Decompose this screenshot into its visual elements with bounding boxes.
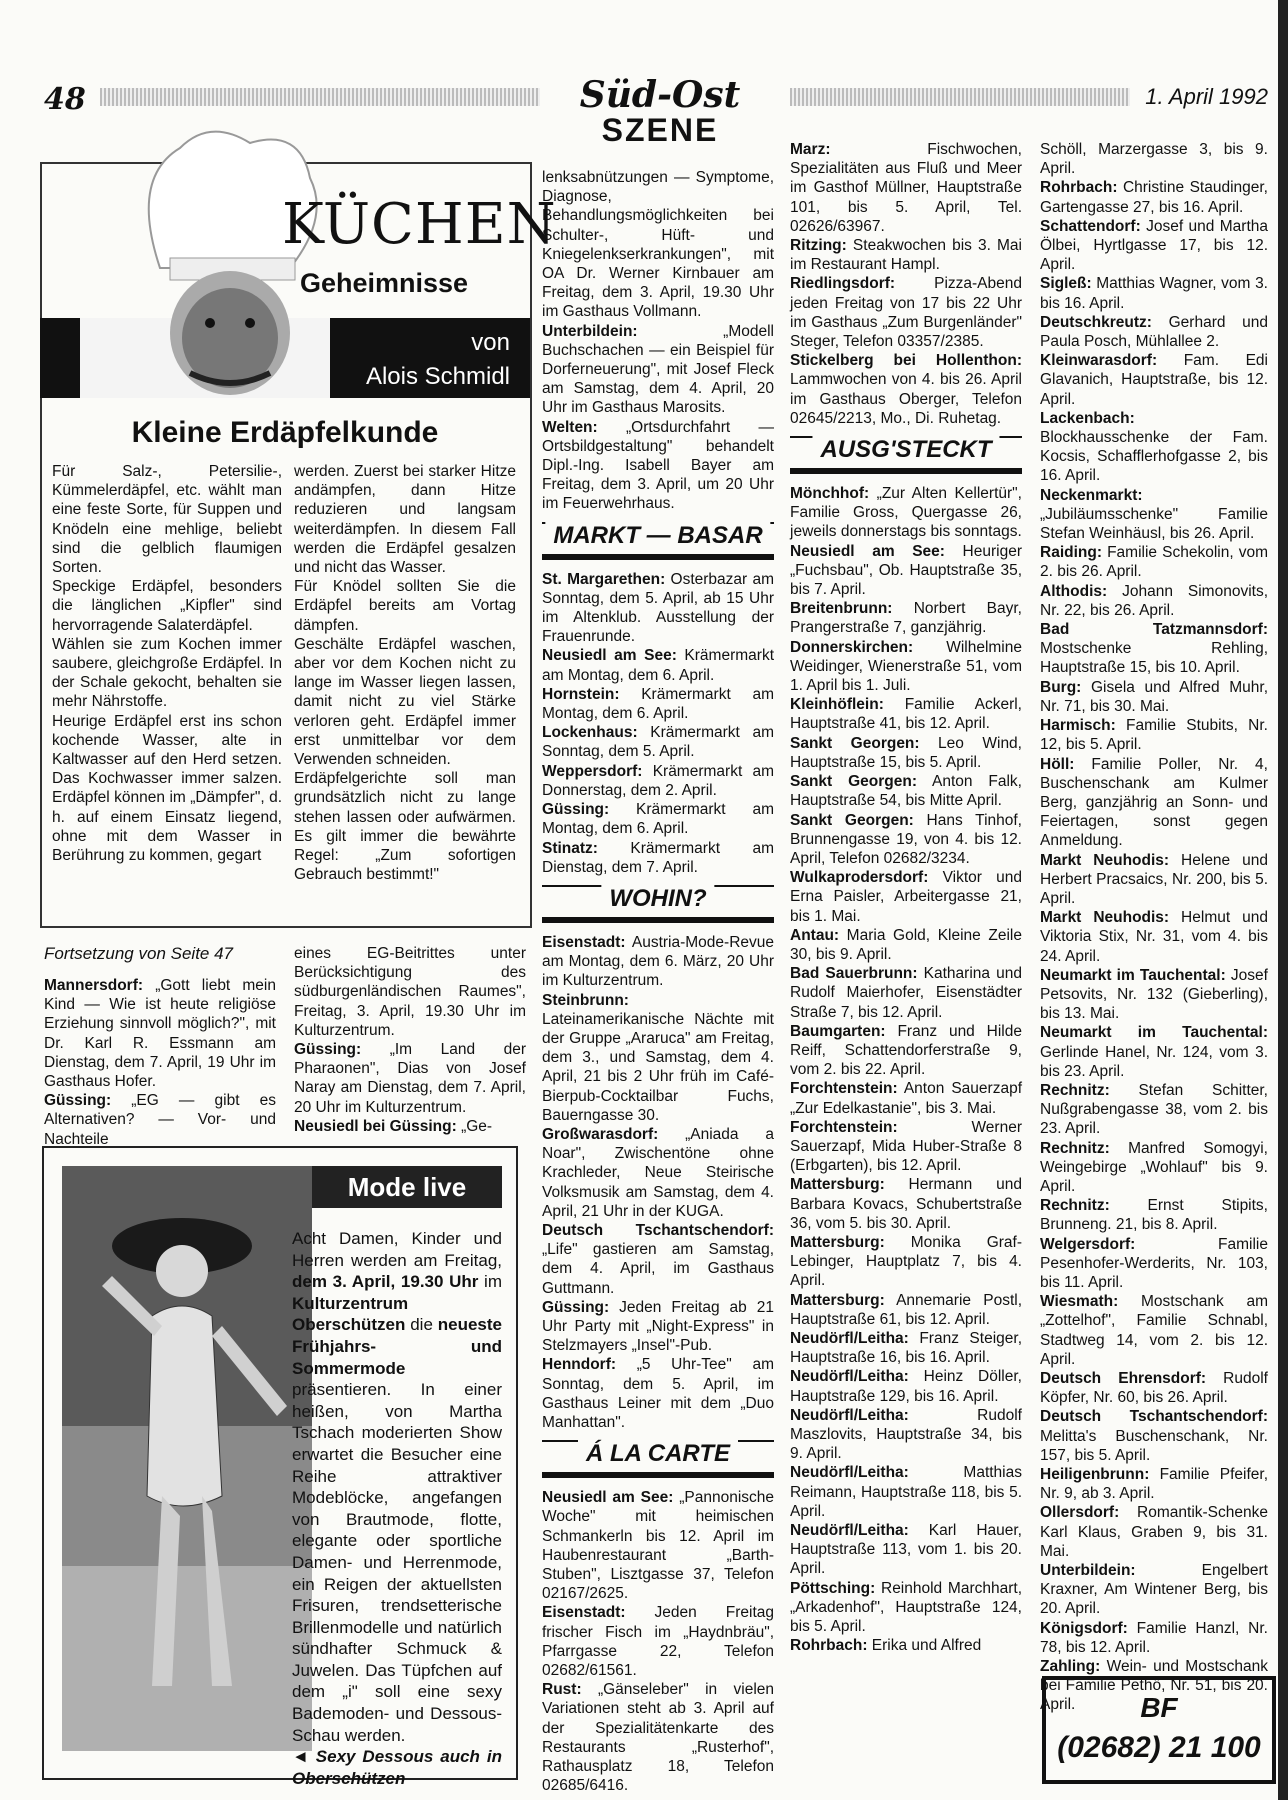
logo-top: Süd-Ost — [579, 74, 741, 116]
event-entry: Deutsch Tschantschendorf: Melitta's Buschenschank, Nr. 157, bis 5. April. — [1040, 1408, 1268, 1464]
event-entry: Königsdorf: Familie Hanzl, Nr. 78, bis 12. April. — [1040, 1619, 1268, 1656]
byline-von: von — [471, 329, 510, 356]
kuchen-subtitle: Geheimnisse — [300, 268, 469, 298]
column-5 — [1040, 140, 1268, 1715]
fortsetzung-heading: Fortsetzung von Seite 47 — [44, 944, 234, 963]
event-entry: Neckenmarkt: „Jubiläumsschenke" Familie Stefan Weinhäusl, bis 26. April. — [1040, 486, 1268, 543]
event-entry: Deutsch Tschantschendorf: „Life" gastieren am Samstag, dem 4. April, im Gasthaus Guttmann. — [542, 1221, 774, 1297]
section-logo — [545, 76, 775, 146]
event-entry: Stickelberg bei Hollenthon: Lammwochen von 4. bis 26. April im Gasthaus Oberger, Telefon 02645/2213, Mo., Di. Ruhetag. — [790, 352, 1022, 427]
event-entry: Breitenbrunn: Norbert Bayr, Prangerstraße 7, ganzjährig. — [790, 600, 1022, 637]
event-entry: Weppersdorf: Krämermarkt am Donnerstag, dem 2. April. — [542, 762, 774, 799]
bf-label: BF — [1140, 1692, 1178, 1723]
event-entry: Neusiedl am See: Krämermarkt am Montag, dem 6. April. — [542, 647, 775, 684]
fashion-photo — [62, 1166, 312, 1751]
section-markt: MARKT — BASAR — [542, 522, 774, 560]
event-entry: Rechnitz: Manfred Somogyi, Weingebirge „Wohlauf" bis 9. April. — [1040, 1139, 1268, 1195]
kuchen-col1 — [52, 462, 282, 865]
event-entry: Welgersdorf: Familie Pesenhofer-Werderits, Nr. 103, bis 11. April. — [1040, 1235, 1268, 1291]
event-entry: Bad Tatzmannsdorf: Mostschenke Rehling, Hauptstraße 15, bis 10. April. — [1040, 621, 1268, 677]
event-entry: Schöll, Marzergasse 3, bis 9. April. — [1040, 141, 1268, 178]
event-entry: Antau: Maria Gold, Kleine Zeile 30, bis 9. April. — [790, 926, 1022, 963]
event-entry: Neusiedl am See: Heuriger „Fuchsbau", Ob. Hauptstraße 35, bis 7. April. — [790, 542, 1022, 599]
event-entry: Marz: Fischwochen, Spezialitäten aus Fluß und Meer im Gasthof Müllner, Hauptstraße 101, bis 5. April, Tel. 02626/63967. — [790, 141, 1022, 235]
event-entry: Eisenstadt: Austria-Mode-Revue am Montag, dem 6. März, 20 Uhr im Kulturzentrum. — [542, 933, 774, 990]
event-entry: Neudörfl/Leitha: Franz Steiger, Hauptstraße 16, bis 16. April. — [790, 1329, 1022, 1367]
logo-bottom: SZENE — [601, 112, 719, 148]
event-entry: Neudörfl/Leitha: Heinz Döller, Hauptstraße 129, bis 16. April. — [790, 1368, 1022, 1405]
event-entry: Mattersburg: Monika Graf-Lebinger, Hauptplatz 7, bis 4. April. — [790, 1233, 1022, 1290]
event-entry: Markt Neuhodis: Helene und Herbert Pracsaics, Nr. 200, bis 5. April. — [1040, 851, 1268, 907]
bf-phone-box — [1042, 1676, 1276, 1784]
event-entry: Unterbildein: „Modell Buchschachen — ein Beispiel für Dorferneuerung", mit Josef Fleck am Samstag, dem 4. April, 20 Uhr im Gasthaus Marosits. — [542, 322, 774, 417]
event-entry: Forchtenstein: Werner Sauerzapf, Mida Huber-Straße 8 (Erbgarten), bis 12. April. — [790, 1118, 1022, 1175]
fortsetzung-col1 — [44, 976, 276, 1149]
kuchen-paragraph: Speckige Erdäpfel, besonders die länglichen „Kipfler" sind hervorragende Salaterdäpfel. — [52, 578, 282, 634]
event-entry: Zahling: Wein- und Mostschank bei Familie Pethö, Nr. 51, bis 20. April. — [1040, 1658, 1268, 1714]
section-alacarte: Á LA CARTE — [542, 1440, 774, 1478]
kuchen-paragraph: werden. Zuerst bei starker Hitze andämpfen, dann Hitze reduzieren und langsam weiterdämpfen. In diesem Fall werden die Erdäpfel gesalzen und nicht das Wasser. — [294, 463, 516, 577]
event-entry: Forchtenstein: Anton Sauerzapf „Zur Edelkastanie", bis 3. Mai. — [790, 1080, 1022, 1117]
event-entry: Bad Sauerbrunn: Katharina und Rudolf Maierhofer, Eisenstädter Straße 7, bis 12. April. — [790, 965, 1022, 1021]
event-entry: Neusiedl bei Güssing: „Ge- — [294, 1117, 493, 1135]
section-wohin: WOHIN? — [542, 885, 774, 923]
issue-date: 1. April 1992 — [1145, 84, 1268, 109]
kuchen-paragraph: Wählen sie zum Kochen immer saubere, gleichgroße Erdäpfel. In der Schale gekocht, behalten sie mehr Nährstoffe. — [52, 635, 282, 711]
kuchen-paragraph: Für Knödel sollten Sie die Erdäpfel bereits am Vortag dämpfen. — [294, 578, 516, 634]
section-ausgsteckt: AUSG'STECKT — [790, 436, 1022, 474]
page-number: 48 — [44, 82, 86, 117]
byline — [360, 326, 510, 394]
event-entry: Lackenbach: Blockhausschenke der Fam. Kocsis, Schafflerhofgasse 2, bis 16. April. — [1040, 409, 1268, 485]
kuchen-paragraph: Heurige Erdäpfel erst ins schon kochende Wasser, alte in Kaltwasser auf den Herd setzen. Das Kochwasser immer salzen. Erdäpfel können im „Dämpfer", d. h. auf einem Einsatz liegend, ohne mit dem Wasser in Berührung zu kommen, gegart — [52, 712, 282, 865]
event-entry: Rechnitz: Ernst Stipits, Brunneng. 21, bis 8. April. — [1040, 1197, 1268, 1234]
event-entry: Neusiedl am See: „Pannonische Woche" mit heimischen Schmankerln bis 12. April im Haubenrestaurant „Barth-Stuben", Lisztgasse 37, Telefon 02167/2625. — [542, 1489, 774, 1603]
kuchen-paragraph: Für Salz-, Petersilie-, Kümmelerdäpfel, etc. wählt man eine feste Sorte, für Suppen und Knödeln eine mehlige, beliebt sind die gelblich flaumigen Sorten. — [52, 463, 282, 577]
event-entry: Neudörfl/Leitha: Rudolf Maszlovits, Hauptstraße 34, bis 9. April. — [790, 1406, 1022, 1463]
byline-author: Alois Schmidl — [365, 363, 510, 390]
event-entry: Kleinwarasdorf: Fam. Edi Glavanich, Hauptstraße, bis 12. April. — [1040, 352, 1268, 408]
event-entry: Harmisch: Familie Stubits, Nr. 12, bis 5. April. — [1040, 717, 1268, 754]
column-3 — [542, 168, 774, 1795]
event-entry: Mattersburg: Hermann und Barbara Kovacs, Schubertstraße 36, vom 5. bis 30. April. — [790, 1176, 1022, 1232]
event-entry: Mannersdorf: „Gott liebt mein Kind — Wie ist heute religiöse Erziehung sinnvoll möglich?", mit Dr. Karl R. Essmann am Dienstag, dem 7. April, 19 Uhr im Gasthaus Hofer. — [44, 977, 276, 1091]
event-entry: Deutsch Ehrensdorf: Rudolf Köpfer, Nr. 60, bis 26. April. — [1040, 1370, 1268, 1407]
event-entry: Höll: Familie Poller, Nr. 4, Buschenschank am Kulmer Berg, ganzjährig an Sonn- und Feiertagen, sonst gegen Anmeldung. — [1040, 755, 1268, 850]
event-entry: Güssing: „EG — gibt es Alternativen? — Vor- und Nachteile — [44, 1092, 276, 1148]
event-entry: Sankt Georgen: Leo Wind, Hauptstraße 15, bis 5. April. — [790, 734, 1022, 771]
article-headline: Kleine Erdäpfelkunde — [131, 416, 439, 449]
event-entry: Kleinhöflein: Familie Ackerl, Hauptstraße 41, bis 12. April. — [790, 696, 1022, 733]
event-entry: eines EG-Beitrittes unter Berücksichtigung des südburgenländischen Raumes", Freitag, 3. April, 19.30 Uhr im Kulturzentrum. — [294, 945, 526, 1039]
event-entry: Henndorf: „5 Uhr-Tee" am Sonntag, dem 5. April, im Gasthaus Leiner mit dem „Duo Manhattan". — [542, 1356, 774, 1431]
event-entry: Lockenhaus: Krämermarkt am Sonntag, dem 5. April. — [542, 724, 774, 761]
event-entry: Güssing: Jeden Freitag ab 21 Uhr Party mit „Night-Express" in Stelzmayers „Insel"-Pub. — [542, 1298, 774, 1355]
kuchen-col2 — [294, 462, 516, 884]
event-entry: Raiding: Familie Schekolin, vom 2. bis 26. April. — [1040, 544, 1268, 581]
event-entry: Donnerskirchen: Wilhelmine Weidinger, Wienerstraße 51, vom 1. April bis 1. Juli. — [790, 638, 1022, 695]
header-band-right — [790, 88, 1130, 106]
event-entry: Neudörfl/Leitha: Karl Hauer, Hauptstraße 113, vom 1. bis 20. April. — [790, 1522, 1022, 1578]
event-entry: Güssing: „Im Land der Pharaonen", Dias von Josef Naray am Dienstag, dem 7. April, 20 Uhr im Kulturzentrum. — [294, 1041, 526, 1116]
event-entry: Großwarasdorf: „Aniada a Noar", Zwischentöne ohne Krachleder, Neue Steirische Volksmusik am Samstag, dem 4. April, 21 Uhr in der KUGA. — [542, 1125, 774, 1220]
event-entry: lenksabnützungen — Symptome, Diagnose, Behandlungsmöglichkeiten bei Schulter-, Hüft- und Kniegelenkserkrankungen", mit OA Dr. Werner Kirnbauer am Freitag, dem 3. April, 19.30 Uhr im Gasthaus Vollmann. — [542, 169, 774, 321]
kuchen-paragraph: Erdäpfelgerichte soll man grundsätzlich nicht zu lange stehen lassen oder aufwärmen. Es gilt immer die bewährte Regel: „Zum sofortigen Gebrauch bestimmt!" — [294, 770, 516, 884]
event-entry: Pöttsching: Reinhold Marchhart, „Arkadenhof", Hauptstraße 124, bis 5. April. — [790, 1579, 1022, 1636]
event-entry: Rust: „Gänseleber" in vielen Variationen steht ab 3. April auf der Spezialitätenkarte des Restaurants „Rusterhof", Rathausplatz 18, Telefon 02685/6416. — [542, 1681, 774, 1795]
event-entry: Stinatz: Krämermarkt am Dienstag, dem 7. April. — [542, 839, 774, 876]
event-entry: Neumarkt im Tauchental: Josef Petsovits, Nr. 132 (Gieberling), bis 13. Mai. — [1040, 966, 1268, 1023]
chef-photo — [40, 118, 360, 398]
mode-text: Acht Damen, Kinder und Herren werden am Freitag, dem 3. April, 19.30 Uhr im Kulturzentrum Oberschützen die neueste Frühjahrs- und Sommermode präsentieren. In einer heißen, von Martha Tschach moderierten Show erwartet die Besucher eine Reihe attraktiver Modeblöcke, angefangen von Brautmode, flotte, elegante oder sportliche Damen- und Herrenmode, ein Reigen der aktuellsten Frisuren, trendsetterische Brillenmodelle und natürlich sündhafter Schmuck & Juwelen. Das Tüpfchen auf dem „i" soll eine sexy Bademoden- und Dessous-Schau werden. ◄ Sexy Dessous auch in Oberschützen — [292, 1229, 502, 1788]
event-entry: Ollersdorf: Romantik-Schenke Karl Klaus, Graben 9, bis 31. Mai. — [1040, 1504, 1268, 1560]
event-entry: Deutschkreutz: Gerhard und Paula Posch, Mühlallee 2. — [1040, 313, 1268, 351]
event-entry: Sigleß: Matthias Wagner, vom 3. bis 16. April. — [1040, 275, 1268, 312]
event-entry: St. Margarethen: Osterbazar am Sonntag, dem 5. April, ab 15 Uhr im Altenklub. Ausstellung der Frauenrunde. — [542, 570, 774, 646]
event-entry: Unterbildein: Engelbert Kraxner, Am Wintener Berg, bis 20. April. — [1040, 1562, 1268, 1618]
event-entry: Neudörfl/Leitha: Matthias Reimann, Hauptstraße 118, bis 5. April. — [790, 1464, 1022, 1520]
bf-phone: (02682) 21 100 — [1057, 1731, 1261, 1764]
event-entry: Eisenstadt: Jeden Freitag frischer Fisch im „Haydnbräu", Pfarrgasse 22, Telefon 02682/61561. — [542, 1604, 774, 1680]
event-entry: Sankt Georgen: Hans Tinhof, Brunnengasse 19, von 4. bis 12. April, Telefon 02682/3234. — [790, 811, 1022, 867]
event-entry: Güssing: Krämermarkt am Montag, dem 6. April. — [542, 801, 774, 838]
event-entry: Riedlingsdorf: Pizza-Abend jeden Freitag von 17 bis 22 Uhr im Gasthaus „Zum Burgenländer" Steger, Telefon 03357/2385. — [790, 275, 1022, 351]
event-entry: Markt Neuhodis: Helmut und Viktoria Stix, Nr. 31, vom 4. bis 24. April. — [1040, 909, 1268, 965]
event-entry: Mattersburg: Annemarie Postl, Hauptstraße 61, bis 12. April. — [790, 1291, 1022, 1328]
header-band-left — [100, 88, 540, 106]
column-4 — [790, 140, 1022, 1655]
event-entry: Althodis: Johann Simonovits, Nr. 22, bis 26. April. — [1040, 582, 1268, 619]
event-entry: Heiligenbrunn: Familie Pfeifer, Nr. 9, ab 3. April. — [1040, 1466, 1268, 1503]
event-entry: Sankt Georgen: Anton Falk, Hauptstraße 54, bis Mitte April. — [790, 773, 1022, 810]
fortsetzung-col2 — [294, 944, 526, 1136]
event-entry: Neumarkt im Tauchental: Gerlinde Hanel, Nr. 124, vom 3. bis 23. April. — [1040, 1024, 1268, 1080]
event-entry: Steinbrunn: Lateinamerikanische Nächte mit der Gruppe „Araruca" am Freitag, dem 3., und Samstag, dem 4. April, 21 bis 2 Uhr früh im Café-Bierpub-Cocktailbar Fuchs, Bauerngasse 30. — [542, 991, 774, 1124]
event-entry: Ritzing: Steakwochen bis 3. Mai im Restaurant Hampl. — [790, 237, 1022, 274]
kuchen-paragraph: Geschälte Erdäpfel waschen, aber vor dem Kochen nicht zu lange im Wasser liegen lassen, damit nicht zu viel Stärke verloren geht. Erdäpfel immer erst unmittelbar vor dem Verwenden schneiden. — [294, 635, 516, 769]
event-entry: Hornstein: Krämermarkt am Montag, dem 6. April. — [542, 685, 774, 723]
event-entry: Rohrbach: Erika und Alfred — [790, 1637, 982, 1655]
kuchen-title: KÜCHEN — [282, 192, 557, 257]
event-entry: Wiesmath: Mostschank am „Zottelhof", Familie Schnabl, Stadtweg 14, vom 2. bis 12. April. — [1040, 1293, 1268, 1368]
photo-caption: ◄ Sexy Dessous auch in Oberschützen — [292, 1747, 502, 1788]
page-edge — [1278, 0, 1288, 1800]
event-entry: Mönchhof: „Zur Alten Kellertür", Familie Gross, Quergasse 26, jeweils donnerstags bis sonntags. — [790, 485, 1022, 541]
event-entry: Schattendorf: Josef und Martha Ölbei, Hyrtlgasse 17, bis 12. April. — [1040, 217, 1268, 274]
event-entry: Rohrbach: Christine Staudinger, Gartengasse 27, bis 16. April. — [1040, 179, 1268, 216]
event-entry: Welten: „Ortsdurchfahrt — Ortsbildgestaltung" behandelt Dipl.-Ing. Isabell Bayer am Freitag, dem 3. April, um 20 Uhr im Feuerwehrhaus. — [542, 418, 774, 513]
event-entry: Baumgarten: Franz und Hilde Reiff, Schattendorferstraße 9, vom 2. bis 22. April. — [790, 1022, 1022, 1079]
event-entry: Wulkaprodersdorf: Viktor und Erna Paisler, Arbeitergasse 21, bis 1. Mai. — [790, 869, 1022, 925]
mode-title: Mode live — [312, 1166, 502, 1208]
event-entry: Rechnitz: Stefan Schitter, Nußgrabengasse 38, vom 2. bis 23. April. — [1040, 1081, 1268, 1138]
event-entry: Burg: Gisela und Alfred Muhr, Nr. 71, bis 30. Mai. — [1040, 678, 1268, 715]
